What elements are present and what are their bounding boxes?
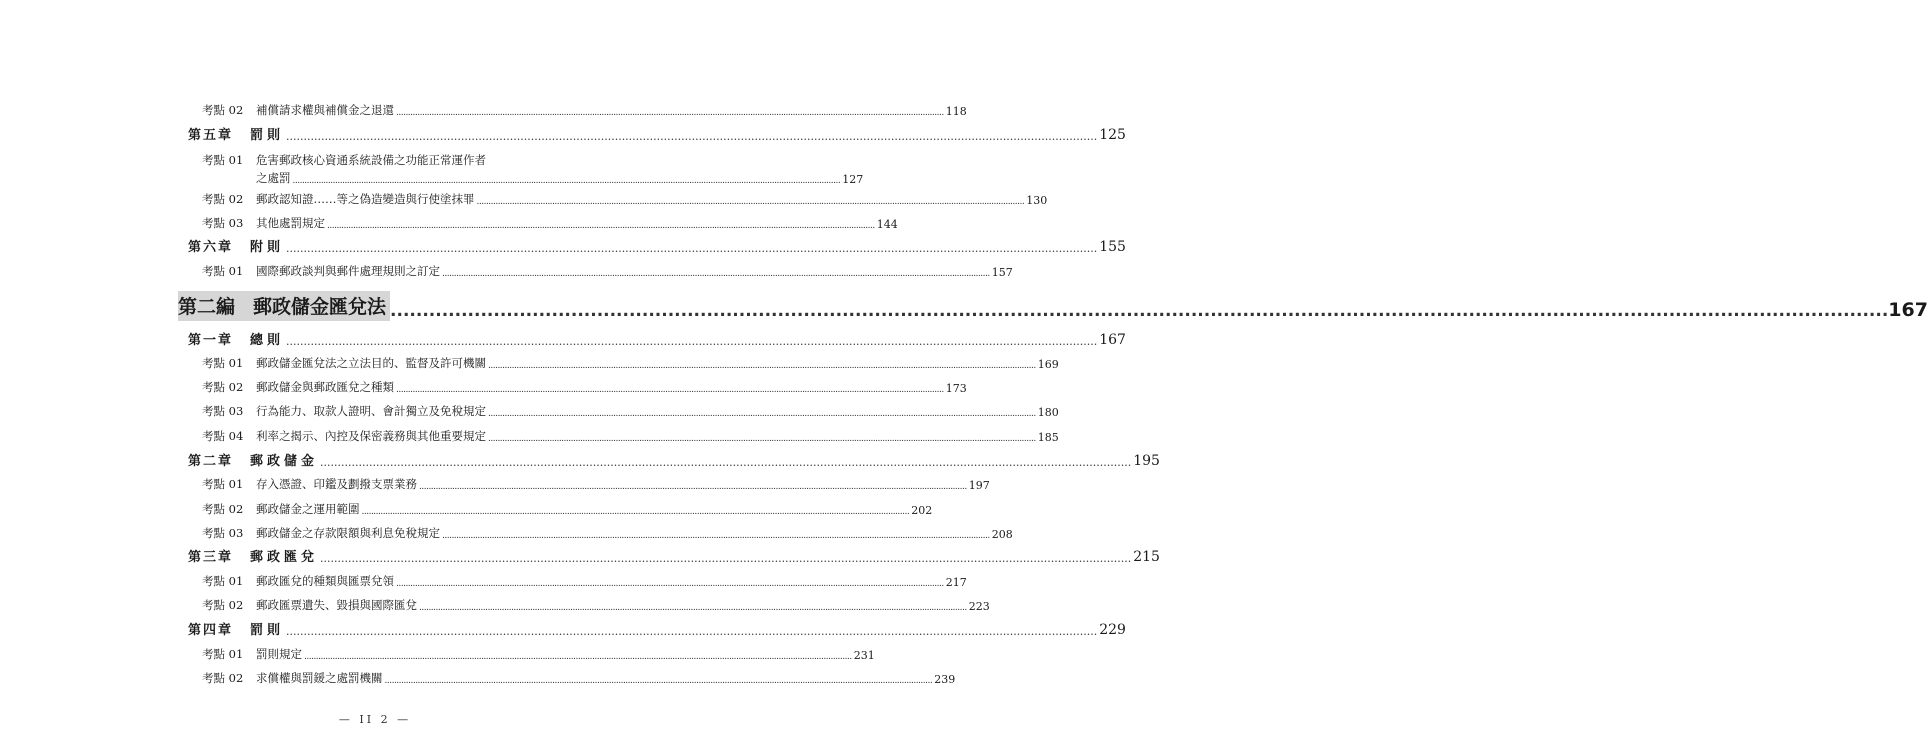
- part-number: 第二編: [178, 296, 236, 318]
- toc-chapter-row: [188, 237, 1126, 255]
- point-title: 補償請求權與補償金之退還: [256, 103, 394, 117]
- dot-leader: [286, 625, 1097, 638]
- page-number: 167: [1099, 332, 1126, 348]
- point-title: 存入憑證、印鑑及劃撥支票業務: [256, 477, 417, 491]
- toc-point-row: [202, 597, 990, 613]
- point-code: 考點 02: [202, 192, 244, 206]
- toc-point-row: [202, 379, 967, 395]
- page-number: 217: [945, 576, 967, 589]
- page-number: 202: [911, 504, 933, 517]
- point-title: 利率之揭示、內控及保密義務與其他重要規定: [256, 429, 486, 443]
- point-code: 考點 02: [202, 103, 244, 117]
- toc-point-row: [202, 152, 864, 186]
- toc-part-row: [178, 295, 1928, 321]
- chapter-title: 總則: [250, 333, 285, 348]
- page-number: 144: [876, 218, 898, 231]
- dot-leader: [362, 507, 910, 517]
- dot-leader: [419, 603, 967, 613]
- dot-leader: [286, 130, 1097, 143]
- point-title: 國際郵政談判與郵件處理規則之訂定: [256, 264, 440, 278]
- page-footer: — II 2 —: [338, 713, 412, 726]
- toc-point-row: [202, 670, 956, 686]
- part-title: 郵政儲金匯兌法: [253, 296, 387, 318]
- page-number: 231: [853, 649, 875, 662]
- dot-leader: [320, 552, 1131, 565]
- page-number: 185: [1037, 431, 1059, 444]
- point-code: 考點 01: [202, 477, 244, 491]
- dot-leader: [304, 652, 852, 662]
- chapter-title: 罰則: [250, 623, 285, 638]
- point-code: 考點 03: [202, 404, 244, 418]
- chapter-title: 罰則: [250, 128, 285, 143]
- page-number: 229: [1099, 622, 1126, 638]
- toc-chapter-row: [188, 330, 1126, 348]
- point-title: 郵政儲金之存款限額與利息免稅規定: [256, 526, 440, 540]
- toc-point-row: [202, 646, 875, 662]
- toc-chapter-row: [188, 125, 1126, 143]
- point-code: 考點 01: [202, 647, 244, 661]
- point-title-continued: 之處罰: [256, 171, 291, 185]
- page-number: 125: [1099, 127, 1126, 143]
- point-code: 考點 02: [202, 502, 244, 516]
- dot-leader: [293, 176, 841, 186]
- toc-point-row: [202, 102, 967, 118]
- toc-point-row: [202, 573, 967, 589]
- toc-point-row: [202, 501, 933, 517]
- point-code: 考點 01: [202, 574, 244, 588]
- dot-leader: [286, 242, 1097, 255]
- toc-point-row: [202, 476, 990, 492]
- dot-leader: [419, 482, 967, 492]
- point-code: 考點 01: [202, 153, 244, 167]
- page-number: 197: [968, 479, 990, 492]
- point-code: 考點 01: [202, 264, 244, 278]
- chapter-number: 第五章: [188, 128, 234, 143]
- dot-leader: [442, 531, 990, 541]
- dot-leader: [396, 385, 944, 395]
- point-code: 考點 02: [202, 380, 244, 394]
- toc-point-row: [202, 191, 1048, 207]
- chapter-number: 第二章: [188, 454, 234, 469]
- point-code: 考點 02: [202, 598, 244, 612]
- dot-leader: [390, 301, 1888, 321]
- point-title: 危害郵政核心資通系統設備之功能正常運作者: [256, 153, 486, 167]
- dot-leader: [488, 361, 1036, 371]
- point-code: 考點 03: [202, 526, 244, 540]
- page-number: 215: [1133, 549, 1160, 565]
- page-number: 157: [991, 266, 1013, 279]
- point-code: 考點 03: [202, 216, 244, 230]
- dot-leader: [477, 197, 1025, 207]
- page-number: 208: [991, 528, 1013, 541]
- chapter-number: 第三章: [188, 550, 234, 565]
- dot-leader: [488, 409, 1036, 419]
- chapter-number: 第六章: [188, 240, 234, 255]
- toc-point-row: [202, 263, 1013, 279]
- chapter-title: 郵政匯兌: [250, 550, 319, 565]
- page-number: 195: [1133, 453, 1160, 469]
- point-title: 郵政認知證……等之偽造變造與行使塗抹罪: [256, 192, 475, 206]
- dot-leader: [396, 579, 944, 589]
- point-title: 行為能力、取款人證明、會計獨立及免稅規定: [256, 404, 486, 418]
- page-number: 155: [1099, 239, 1126, 255]
- point-title: 郵政匯兌的種類與匯票兌領: [256, 574, 394, 588]
- point-title: 郵政儲金之運用範圍: [256, 502, 360, 516]
- page-number: 130: [1026, 194, 1048, 207]
- chapter-number: 第四章: [188, 623, 234, 638]
- page-number: 167: [1888, 299, 1928, 321]
- dot-leader: [286, 335, 1097, 348]
- point-title: 罰則規定: [256, 647, 302, 661]
- point-title: 郵政匯票遺失、毀損與國際匯兌: [256, 598, 417, 612]
- point-code: 考點 01: [202, 356, 244, 370]
- toc-point-row: [202, 428, 1059, 444]
- toc-chapter-row: [188, 620, 1126, 638]
- point-title: 求償權與罰鍰之處罰機關: [256, 671, 383, 685]
- page-number: 239: [934, 673, 956, 686]
- toc-point-row: [202, 355, 1059, 371]
- dot-leader: [385, 676, 933, 686]
- dot-leader: [396, 108, 944, 118]
- dot-leader: [488, 434, 1036, 444]
- toc-point-row: [202, 525, 1013, 541]
- point-title: 郵政儲金與郵政匯兌之種類: [256, 380, 394, 394]
- page-number: 223: [968, 600, 990, 613]
- page-number: 169: [1037, 358, 1059, 371]
- page-number: 127: [842, 173, 864, 186]
- toc-point-row: [202, 403, 1059, 419]
- toc-point-row: [202, 215, 898, 231]
- dot-leader: [320, 456, 1131, 469]
- dot-leader: [327, 221, 875, 231]
- page-number: 118: [945, 105, 967, 118]
- page-number: 180: [1037, 406, 1059, 419]
- point-title: 其他處罰規定: [256, 216, 325, 230]
- chapter-title: 郵政儲金: [250, 454, 319, 469]
- point-code: 考點 02: [202, 671, 244, 685]
- toc-chapter-row: [188, 547, 1160, 565]
- point-title: 郵政儲金匯兌法之立法目的、監督及許可機關: [256, 356, 486, 370]
- dot-leader: [442, 269, 990, 279]
- part-highlight: [178, 291, 390, 321]
- toc-chapter-row: [188, 451, 1160, 469]
- chapter-number: 第一章: [188, 333, 234, 348]
- point-code: 考點 04: [202, 429, 244, 443]
- chapter-title: 附則: [250, 240, 285, 255]
- page-number: 173: [945, 382, 967, 395]
